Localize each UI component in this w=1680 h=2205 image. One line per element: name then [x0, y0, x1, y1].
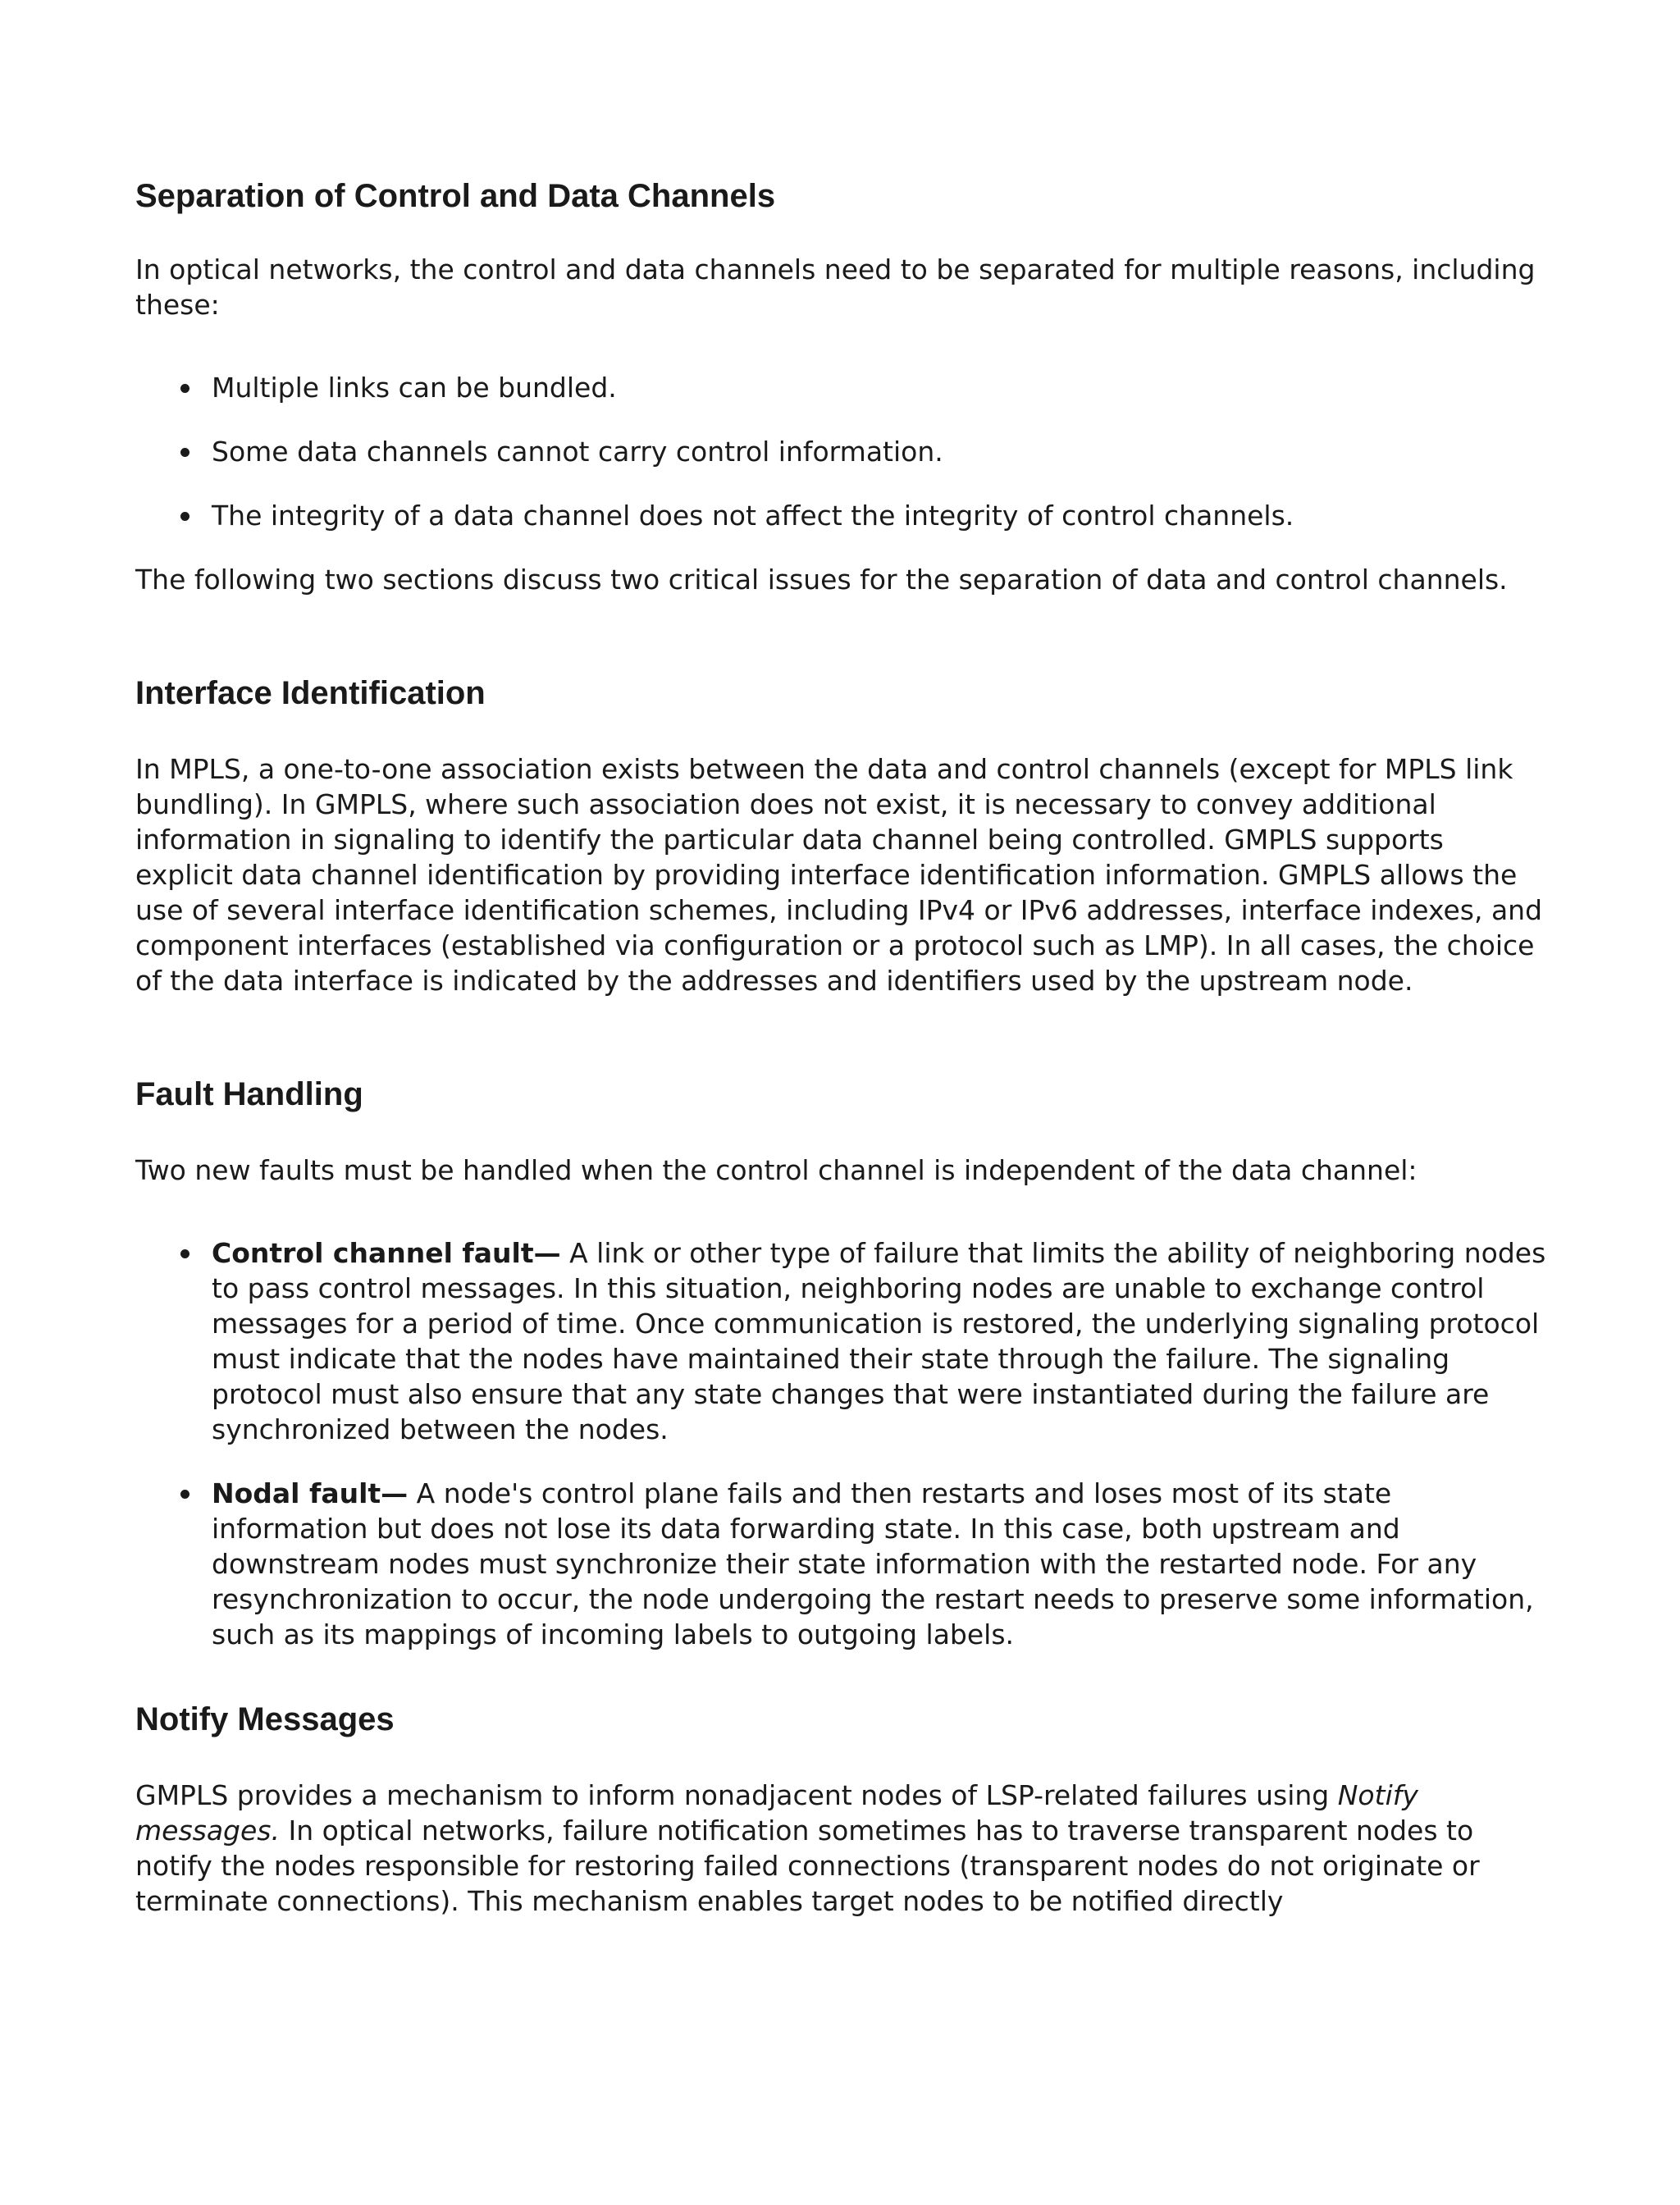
body-text: In optical networks, failure notification sometimes has to traverse transparent nodes to notify the nodes responsible for restoring failed connections (transparent nodes do not originate or terminate connections). This mechanism enables target nodes to be notified directly — [135, 1815, 1480, 1917]
section-title-notify-messages: Notify Messages — [135, 1701, 395, 1737]
fault-term: Control channel fault— — [212, 1237, 561, 1269]
document-page — [135, 176, 1546, 1919]
fault-term: Nodal fault— — [212, 1477, 409, 1509]
section-intro-separation: In optical networks, the control and data channels need to be separated for multiple reasons, including these: — [135, 253, 1536, 321]
list-item: Multiple links can be bundled. — [212, 370, 1546, 405]
section-outro-separation: The following two sections discuss two critical issues for the separation of data and control channels. — [135, 564, 1508, 596]
list-item — [212, 1476, 1546, 1652]
section-title-fault-handling: Fault Handling — [135, 1076, 363, 1112]
fault-description: A link or other type of failure that limits the ability of neighboring nodes to pass control messages. In this situation, neighboring nodes are unable to exchange control messages for a period of time. Once communication is restored, the underlying signaling protocol must indicate that the nodes have maintained their state through the failure. The signaling protocol must also ensure that any state changes that were instantiated during the failure are synchronized between the nodes. — [212, 1237, 1546, 1445]
body-text: GMPLS provides a mechanism to inform nonadjacent nodes of LSP-related failures using — [135, 1779, 1338, 1811]
reasons-list — [135, 370, 1546, 533]
section-title-separation: Separation of Control and Data Channels — [135, 178, 776, 214]
list-item — [212, 1235, 1546, 1447]
list-item: The integrity of a data channel does not affect the integrity of control channels. — [212, 498, 1546, 533]
emphasized-term: Notify messages. — [135, 1779, 1418, 1847]
list-item: Some data channels cannot carry control information. — [212, 434, 1546, 469]
section-title-interface-identification: Interface Identification — [135, 675, 486, 711]
section-body-interface-identification: In MPLS, a one-to-one association exists between the data and control channels (except for MPLS link bundling). In GMPLS, where such association does not exist, it is necessary to convey additional information in signaling to identify the particular data channel being controlled. GMPLS supports explicit data channel identification by providing interface identification information. GMPLS allows the use of several interface identification schemes, including IPv4 or IPv6 addresses, interface indexes, and component interfaces (established via configuration or a protocol such as LMP). In all cases, the choice of the data interface is indicated by the addresses and identifiers used by the upstream node. — [135, 753, 1543, 997]
section-body-notify-messages — [135, 1778, 1546, 1919]
fault-description: A node's control plane fails and then restarts and loses most of its state information but does not lose its data forwarding state. In this case, both upstream and downstream nodes must synchronize their state information with the restarted node. For any resynchronization to occur, the node undergoing the restart needs to preserve some information, such as its mappings of incoming labels to outgoing labels. — [212, 1477, 1534, 1650]
section-intro-fault-handling: Two new faults must be handled when the control channel is independent of the data channel: — [135, 1154, 1418, 1186]
faults-list — [135, 1235, 1546, 1652]
